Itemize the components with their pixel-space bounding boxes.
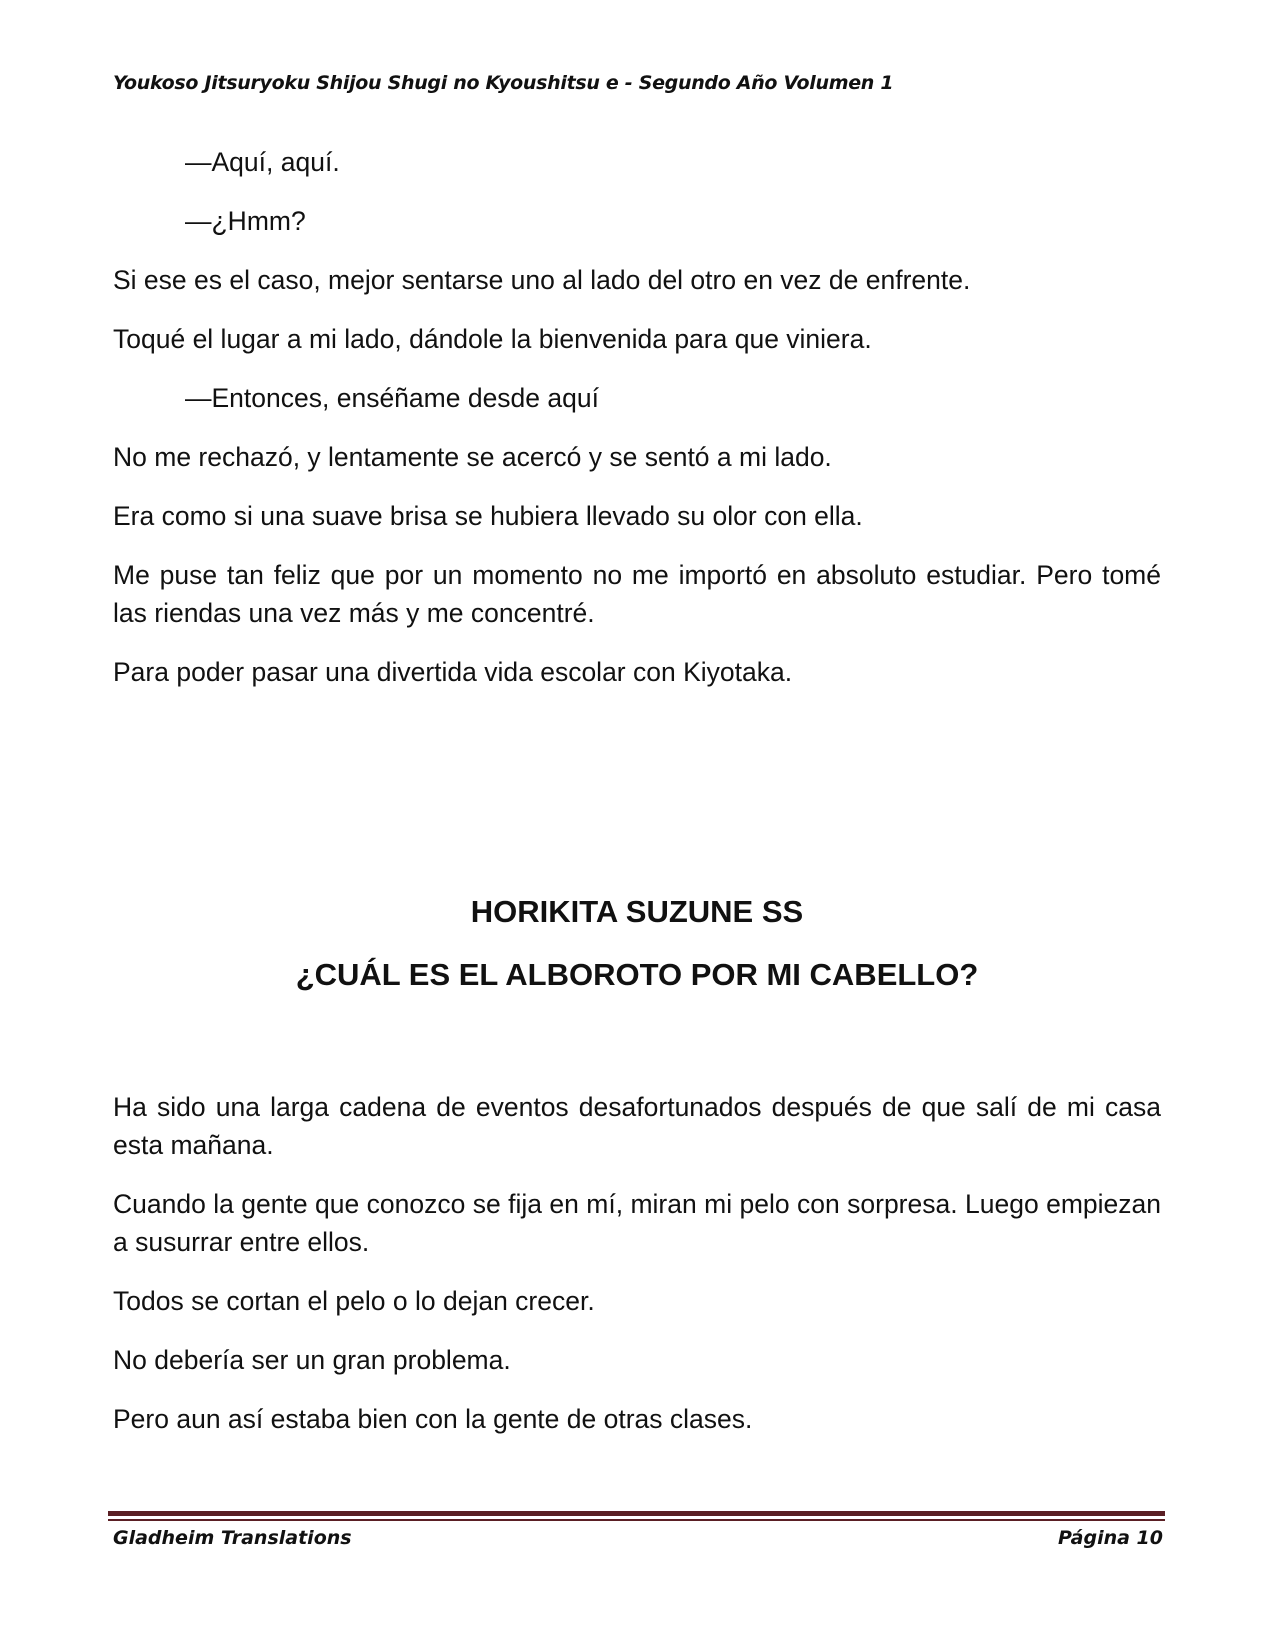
page-header-title: Youkoso Jitsuryoku Shijou Shugi no Kyoushitsu e - Segundo Año Volumen 1 (113, 72, 894, 94)
paragraph: Pero aun así estaba bien con la gente de otras clases. (113, 1404, 753, 1434)
footer-divider-thin (108, 1519, 1165, 1521)
paragraph: Ha sido una larga cadena de eventos desafortunados después de que salí de mi casa esta mañana. (113, 1092, 1161, 1160)
chapter-subtitle: ¿CUÁL ES EL ALBOROTO POR MI CABELLO? (295, 957, 979, 992)
paragraph: Si ese es el caso, mejor sentarse uno al lado del otro en vez de enfrente. (113, 265, 971, 295)
paragraph: —Aquí, aquí. (185, 147, 340, 177)
footer-page-number: Página 10 (1057, 1527, 1163, 1549)
paragraph: Cuando la gente que conozco se fija en mí, miran mi pelo con sorpresa. Luego empiezan a susurrar entre ellos. (113, 1189, 1161, 1257)
paragraph: —Entonces, enséñame desde aquí (185, 383, 599, 413)
chapter-title: HORIKITA SUZUNE SS (470, 894, 804, 929)
paragraph: No debería ser un gran problema. (113, 1345, 511, 1375)
footer-divider (108, 1511, 1165, 1516)
paragraph: Toqué el lugar a mi lado, dándole la bienvenida para que viniera. (113, 324, 872, 354)
paragraph: Me puse tan feliz que por un momento no me importó en absoluto estudiar. Pero tomé las riendas una vez más y me concentré. (113, 560, 1161, 628)
paragraph: Para poder pasar una divertida vida escolar con Kiyotaka. (113, 657, 793, 687)
paragraph: No me rechazó, y lentamente se acercó y se sentó a mi lado. (113, 442, 832, 472)
footer-publisher: Gladheim Translations (113, 1527, 352, 1549)
paragraph: —¿Hmm? (185, 206, 306, 236)
paragraph: Era como si una suave brisa se hubiera llevado su olor con ella. (113, 501, 863, 531)
body-section-2 (113, 1088, 1161, 1459)
paragraph: Todos se cortan el pelo o lo dejan crecer. (113, 1286, 595, 1316)
body-section-1 (113, 143, 1161, 712)
